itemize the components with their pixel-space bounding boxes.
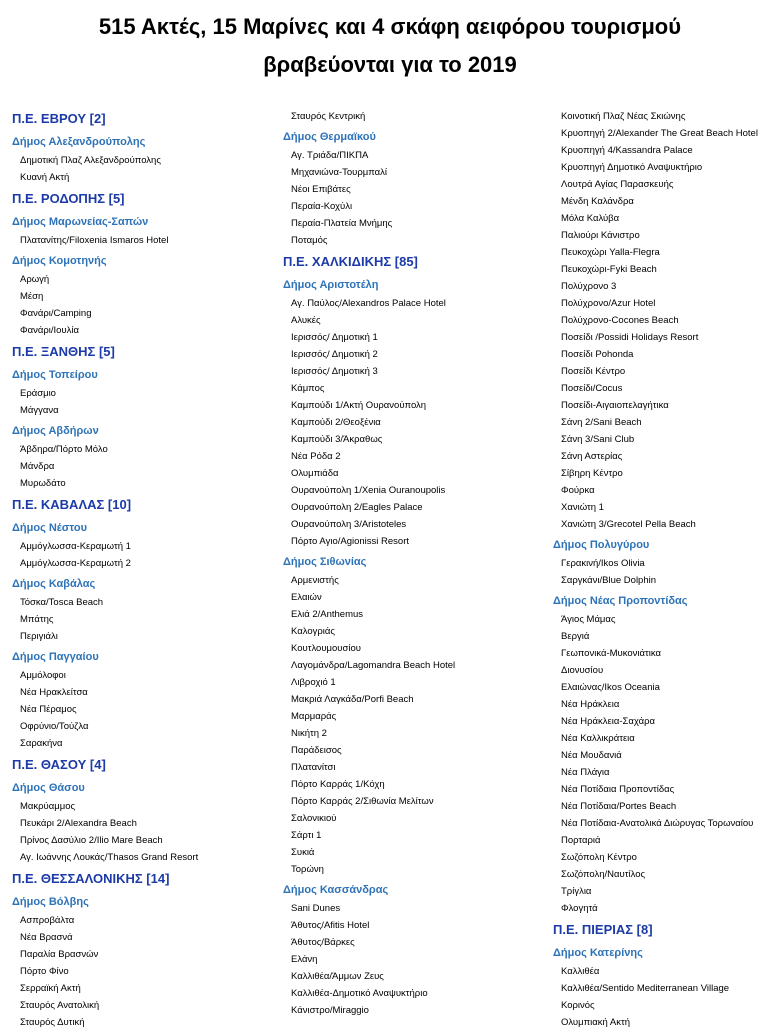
- municipality-heading: Δήμος Κασσάνδρας: [283, 884, 389, 896]
- beach-item: Αλυκές: [291, 315, 321, 326]
- beach-item: Δημοτική Πλαζ Αλεξανδρούπολης: [20, 155, 161, 166]
- beach-item: Σαρακήνα: [20, 738, 63, 749]
- beach-item: Ποσείδι Κέντρο: [561, 366, 626, 377]
- beach-item: Λαγομάνδρα/Lagomandra Beach Hotel: [291, 660, 456, 671]
- municipality-heading: Δήμος Παγγαίου: [12, 651, 99, 663]
- beach-item: Αμμόγλωσσα-Κεραμωτή 1: [20, 541, 131, 552]
- beach-item: Ποταμός: [291, 235, 328, 246]
- beach-item: Ολυμπιάδα: [291, 468, 339, 479]
- beach-item: Κορινός: [561, 1000, 595, 1011]
- beach-item: Άθυτος/Afitis Hotel: [291, 920, 370, 931]
- beach-item: Ιερισσός/ Δημοτική 3: [291, 366, 378, 377]
- beach-item: Φανάρι/Ιουλία: [20, 325, 79, 336]
- beach-item: Ιερισσός/ Δημοτική 1: [291, 332, 378, 343]
- beach-item: Διονυσίου: [561, 665, 604, 676]
- regional-unit-heading: Π.Ε. ΡΟΔΟΠΗΣ [5]: [12, 191, 125, 206]
- beach-item: Αγ. Ιωάννης Λουκάς/Thasos Grand Resort: [20, 852, 199, 863]
- beach-item: Πευκοχώρι Yalla-Flegra: [561, 247, 660, 258]
- beach-item: Πρίνος Δασύλιο 2/Ilio Mare Beach: [20, 835, 163, 846]
- beach-item: Σερραϊκή Ακτή: [20, 983, 81, 994]
- beach-item: Νέα Ποτίδαια/Portes Beach: [561, 801, 677, 812]
- regional-unit-heading: Π.Ε. ΚΑΒΑΛΑΣ [10]: [12, 497, 132, 512]
- beach-item: Σαργκάνι/Blue Dolphin: [561, 575, 657, 586]
- beach-item: Χανιώτη 1: [561, 502, 604, 513]
- beach-item: Καμπούδι 3/Άκραθως: [291, 434, 383, 445]
- title-line-1: 515 Ακτές, 15 Μαρίνες και 4 σκάφη αειφόρου τουρισμού: [98, 14, 682, 39]
- beach-item: Σταυρός Δυτική: [20, 1017, 85, 1028]
- beach-item: Φούρκα: [561, 485, 595, 496]
- municipality-heading: Δήμος Σιθωνίας: [283, 556, 367, 568]
- beach-item: Ολυμπιακή Ακτή: [561, 1017, 631, 1028]
- beach-item: Ουρανούπολη 3/Aristoteles: [291, 519, 407, 530]
- beach-item: Πολύχρονο 3: [561, 281, 617, 292]
- beach-item: Πολύχρονο-Cocones Beach: [561, 315, 679, 326]
- regional-unit-heading: Π.Ε. ΕΒΡΟΥ [2]: [12, 111, 106, 126]
- beach-item: Κρυοπηγή 4/Kassandra Palace: [561, 145, 693, 156]
- beach-item: Πευκάρι 2/Alexandra Beach: [20, 818, 137, 829]
- municipality-heading: Δήμος Τοπείρου: [12, 369, 98, 381]
- beach-item: Σαλονικιού: [291, 813, 337, 824]
- municipality-heading: Δήμος Πολυγύρου: [553, 539, 650, 551]
- municipality-heading: Δήμος Κομοτηνής: [12, 255, 107, 267]
- beach-item: Λιβροχιό 1: [291, 677, 336, 688]
- beach-item: Μένδη Καλάνδρα: [561, 196, 634, 207]
- beach-item: Μυρωδάτο: [20, 478, 66, 489]
- beach-item: Νέα Βρασνά: [20, 932, 73, 943]
- beach-item: Κρυοπηγή 2/Alexander The Great Beach Hotel: [561, 128, 758, 139]
- beach-item: Μαρμαράς: [291, 711, 337, 722]
- beach-item: Εράσμιο: [20, 388, 56, 399]
- beach-item: Κάνιστρο/Miraggio: [291, 1005, 369, 1016]
- beach-item: Καλλιθέα: [561, 966, 600, 977]
- beach-item: Κοινοτική Πλαζ Νέας Σκιώνης: [561, 111, 686, 122]
- beach-item: Ποσείδι /Possidi Holidays Resort: [561, 332, 699, 343]
- beach-item: Παλιούρι Κάνιστρο: [561, 230, 640, 241]
- regional-unit-heading: Π.Ε. ΠΙΕΡΙΑΣ [8]: [553, 922, 653, 937]
- beach-item: Sani Dunes: [291, 903, 341, 914]
- beach-item: Πόρτο Αγιο/Agionissi Resort: [291, 536, 410, 547]
- beach-item: Αμμόλοφοι: [20, 670, 66, 681]
- beach-item: Μάνδρα: [20, 461, 55, 472]
- beach-item: Νέα Ηράκλεια-Σαχάρα: [561, 716, 655, 727]
- beach-item: Νέα Πλάγια: [561, 767, 610, 778]
- beach-item: Μηχανιώνα-Τουρμπαλί: [291, 167, 387, 178]
- beach-item: Άθυτος/Βάρκες: [291, 937, 355, 948]
- column-2: [283, 108, 545, 1019]
- municipality-heading: Δήμος Αλεξανδρούπολης: [12, 136, 146, 148]
- municipality-heading: Δήμος Θάσου: [12, 782, 85, 794]
- beach-item: Συκιά: [291, 847, 315, 858]
- beach-item: Ελάνη: [291, 954, 318, 965]
- beach-item: Άγιος Μάμας: [561, 614, 616, 625]
- column-1: [12, 108, 270, 1031]
- municipality-heading: Δήμος Αβδήρων: [12, 425, 99, 437]
- municipality-heading: Δήμος Κατερίνης: [553, 947, 643, 959]
- beach-item: Σταυρός Ανατολική: [20, 1000, 100, 1011]
- beach-item: Αρμενιστής: [291, 575, 339, 586]
- municipality-heading: Δήμος Θερμαϊκού: [283, 131, 376, 143]
- beach-item: Νέα Καλλικράτεια: [561, 733, 635, 744]
- beach-item: Γεωπονικά-Μυκονιάτικα: [561, 648, 661, 659]
- beach-item: Πλατανίτης/Filoxenia Ismaros Hotel: [20, 235, 169, 246]
- beach-item: Βεργιά: [561, 631, 590, 642]
- beach-item: Καμπούδι 1/Ακτή Ουρανούπολη: [291, 400, 427, 411]
- beach-item: Ποσείδι Pohonda: [561, 349, 634, 360]
- beach-item: Πόρτο Φίνο: [20, 966, 69, 977]
- regional-unit-heading: Π.Ε. ΞΑΝΘΗΣ [5]: [12, 344, 115, 359]
- beach-item: Μόλα Καλύβα: [561, 213, 620, 224]
- beach-item: Μάγγανα: [20, 405, 59, 416]
- beach-item: Νέα Ποτίδαια Προποντίδας: [561, 784, 675, 795]
- beach-item: Νέα Ρόδα 2: [291, 451, 341, 462]
- beach-item: Περαία-Κοχύλι: [291, 201, 353, 212]
- beach-item: Πορταριά: [561, 835, 601, 846]
- beach-item: Παραλία Βρασνών: [20, 949, 99, 960]
- beach-item: Φλογητά: [561, 903, 598, 914]
- beach-item: Ιερισσός/ Δημοτική 2: [291, 349, 378, 360]
- regional-unit-heading: Π.Ε. ΧΑΛΚΙΔΙΚΗΣ [85]: [283, 254, 418, 269]
- municipality-heading: Δήμος Νέστου: [12, 522, 88, 534]
- beach-item: Καλλιθέα-Δημοτικό Αναψυκτήριο: [291, 988, 428, 999]
- beach-item: Τόσκα/Tosca Beach: [20, 597, 104, 608]
- beach-item: Ελιά 2/Anthemus: [291, 609, 364, 620]
- beach-item: Ουρανούπολη 1/Xenia Ouranoupolis: [291, 485, 446, 496]
- municipality-heading: Δήμος Καβάλας: [12, 578, 96, 590]
- beach-item: Γερακινή/Ikos Olivia: [561, 558, 645, 569]
- beach-item: Ουρανούπολη 2/Eagles Palace: [291, 502, 423, 513]
- beach-item: Κουτλουμουσίου: [291, 643, 361, 654]
- title-line-2: βραβεύονται για το 2019: [263, 52, 517, 77]
- beach-item: Αμμόγλωσσα-Κεραμωτή 2: [20, 558, 131, 569]
- beach-item: Πολύχρονο/Azur Hotel: [561, 298, 656, 309]
- beach-item: Μέση: [20, 291, 44, 302]
- beach-item: Περαία-Πλατεία Μνήμης: [291, 218, 393, 229]
- column-3: [553, 108, 778, 1031]
- beach-item: Λουτρά Αγίας Παρασκευής: [561, 179, 674, 190]
- beach-item: Τορώνη: [291, 864, 324, 875]
- beach-item: Σίβηρη Κέντρο: [561, 468, 623, 479]
- beach-item: Νέα Ηράκλεια: [561, 699, 620, 710]
- beach-item: Άβδηρα/Πόρτο Μόλο: [20, 444, 108, 455]
- beach-item: Αγ. Τριάδα/ΠΙΚΠΑ: [291, 150, 369, 161]
- beach-item: Σταυρός Κεντρική: [291, 111, 366, 122]
- beach-item: Αρωγή: [20, 274, 50, 285]
- beach-item: Νικήτη 2: [291, 728, 327, 739]
- beach-item: Ποσείδι/Cocus: [561, 383, 623, 394]
- beach-item: Πευκοχώρι-Fyki Beach: [561, 264, 657, 275]
- municipality-heading: Δήμος Νέας Προποντίδας: [553, 595, 688, 607]
- beach-item: Μακριά Λαγκάδα/Porfi Beach: [291, 694, 414, 705]
- beach-item: Νέα Ποτίδαια-Ανατολικά Διώρυγας Τορωναίου: [561, 818, 754, 829]
- beach-item: Ελαιώνας/Ikos Oceania: [561, 682, 660, 693]
- beach-item: Καμπούδι 2/Θεοξένια: [291, 417, 381, 428]
- regional-unit-heading: Π.Ε. ΘΑΣΟΥ [4]: [12, 757, 106, 772]
- beach-item: Πλατανίτσι: [291, 762, 336, 773]
- beach-item: Ελαιών: [291, 592, 322, 603]
- beach-item: Σάρτι 1: [291, 830, 322, 841]
- beach-item: Σάνη 3/Sani Club: [561, 434, 635, 445]
- document-title: [0, 8, 780, 84]
- beach-item: Σωζόπολη/Ναυτίλος: [561, 869, 646, 880]
- municipality-heading: Δήμος Μαρωνείας-Σαπών: [12, 216, 149, 228]
- municipality-heading: Δήμος Βόλβης: [12, 896, 89, 908]
- beach-item: Καλλιθέα/Άμμων Ζευς: [291, 971, 384, 982]
- beach-item: Πόρτο Καρράς 1/Κόχη: [291, 779, 385, 790]
- beach-item: Οφρύνιο/Τούζλα: [20, 721, 89, 732]
- beach-item: Νέα Ηρακλείτσα: [20, 687, 88, 698]
- beach-item: Νέοι Επιβάτες: [291, 184, 351, 195]
- beach-item: Περιγιάλι: [20, 631, 58, 642]
- beach-item: Κάμπος: [291, 383, 325, 394]
- regional-unit-heading: Π.Ε. ΘΕΣΣΑΛΟΝΙΚΗΣ [14]: [12, 871, 170, 886]
- beach-item: Σάνη 2/Sani Beach: [561, 417, 642, 428]
- beach-item: Κρυοπηγή Δημοτικό Αναψυκτήριο: [561, 162, 703, 173]
- beach-item: Νέα Μουδανιά: [561, 750, 622, 761]
- beach-item: Ασπροβάλτα: [20, 915, 75, 926]
- beach-item: Φανάρι/Camping: [20, 308, 92, 319]
- beach-item: Κυανή Ακτή: [20, 172, 70, 183]
- beach-item: Σωζόπολη Κέντρο: [561, 852, 637, 863]
- beach-item: Μακρύαμμος: [20, 801, 76, 812]
- beach-item: Καλογριάς: [291, 626, 335, 637]
- municipality-heading: Δήμος Αριστοτέλη: [283, 279, 379, 291]
- beach-item: Καλλιθέα/Sentido Mediterranean Village: [561, 983, 730, 994]
- beach-item: Σάνη Αστερίας: [561, 451, 623, 462]
- beach-item: Παράδεισος: [291, 745, 342, 756]
- beach-item: Νέα Πέραμος: [20, 704, 77, 715]
- beach-item: Χανιώτη 3/Grecotel Pella Beach: [561, 519, 696, 530]
- beach-item: Τρίγλια: [561, 886, 592, 897]
- beach-item: Ποσείδι-Αιγαιοπελαγήτικα: [561, 400, 669, 411]
- beach-item: Πόρτο Καρράς 2/Σιθωνία Μελίτων: [291, 796, 434, 807]
- beach-item: Αγ. Παύλος/Alexandros Palace Hotel: [291, 298, 446, 309]
- beach-item: Μπάτης: [20, 614, 54, 625]
